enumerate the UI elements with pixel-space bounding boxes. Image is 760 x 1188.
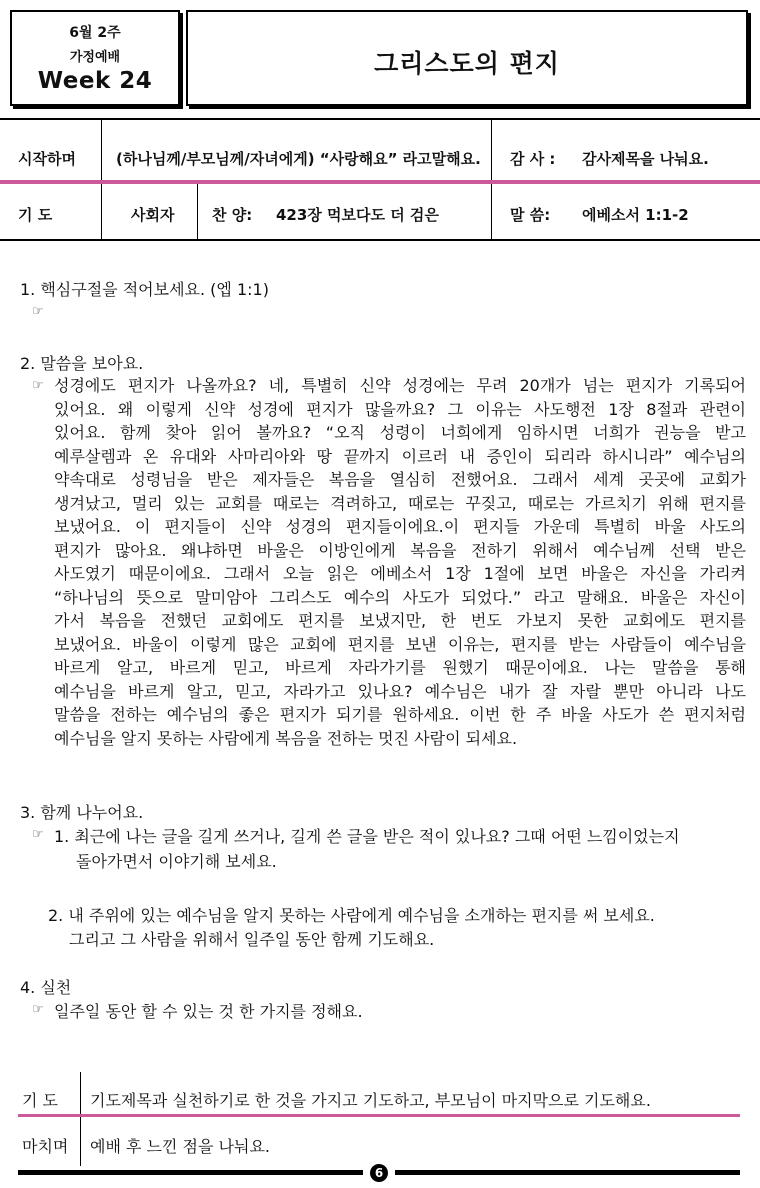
paragraph-line: 편지가 많아요. 왜냐하면 바울은 이방인에게 복음을 전하기 위해서 예수님께 선택 받은	[54, 540, 746, 560]
info-top-rule	[0, 118, 760, 120]
paragraph-line: 바르게 알고, 바르게 믿고, 바르게 자라가기를 원했기 때문이에요. 나는 말씀을 통해	[54, 658, 746, 677]
divider	[491, 184, 492, 239]
pointing-hand-icon: ☞	[32, 827, 44, 842]
divider	[80, 1072, 81, 1114]
paragraph-line: 예수님을 바르게 알고, 믿고, 자라가고 있나요? 예수님은 내가 잘 자랄 뿐만 아니라 나도	[54, 681, 746, 701]
paragraph-line: 말씀을 전하는 예수님의 좋은 편지가 되기를 원하세요. 이번 한 주 바울 사도가 쓴 편지처럼	[54, 705, 746, 724]
start-text: (하나님께/부모님께/자녀에게) “사랑해요” 라고말해요.	[116, 150, 481, 168]
paragraph-line: 있어요. 왜 이렇게 신약 성경에 편지가 많을까요? 그 이유는 사도행전 1장 8절과 관련이	[54, 399, 746, 419]
hymn-label: 찬 양:	[212, 206, 253, 224]
word-label: 말 씀:	[510, 206, 551, 224]
thanks-text: 감사제목을 나눠요.	[582, 150, 709, 168]
paragraph-line: 성경에도 편지가 나올까요? 네, 특별히 신약 성경에는 무려 20개가 넘는 편지가 기록되어	[54, 376, 746, 395]
paragraph-line: 사도였기 때문이에요. 그래서 오늘 읽은 에베소서 1장 1절에 보면 바울은 자신을 가리켜	[54, 564, 746, 583]
divider	[101, 184, 102, 239]
prayer-label: 기 도	[18, 206, 53, 224]
info-mid-rule	[0, 180, 760, 184]
week-number: Week 24	[37, 68, 153, 94]
paragraph-line: 약속대로 성령님을 받은 제자들은 복음을 열심히 전했어요. 그래서 세계 곳곳에 교회가	[54, 470, 746, 489]
divider	[101, 120, 102, 180]
question-2-cont: 그리고 그 사람을 위해서 일주일 동안 함께 기도해요.	[69, 930, 435, 949]
thanks-label: 감 사 :	[510, 150, 556, 168]
divider	[197, 184, 198, 239]
week-date: 6월 2주	[69, 25, 121, 41]
question-1: 1. 최근에 나는 글을 길게 쓰거나, 길게 쓴 글을 받은 적이 있나요? 그때 어떤 느낌이었는지	[54, 827, 680, 846]
question-1-cont: 돌아가면서 이야기해 보세요.	[76, 852, 277, 871]
footer-bar-left	[18, 1170, 363, 1175]
question-2: 2. 내 주위에 있는 예수님을 알지 못하는 사람에게 예수님을 소개하는 편지를 써 보세요.	[48, 906, 655, 925]
paragraph-line: 생겨났고, 멀리 있는 교회를 때로는 격려하고, 때로는 꾸짖고, 때로는 가르치기 위해 편지를	[54, 493, 746, 513]
bottom-prayer-text: 기도제목과 실천하기로 한 것을 가지고 기도하고, 부모님이 마지막으로 기도해요.	[90, 1091, 651, 1110]
section-2-body	[54, 374, 746, 750]
paragraph-line: 예수님을 알지 못하는 사람에게 복음을 전하는 멋진 사람이 되세요.	[54, 728, 518, 748]
pointing-hand-icon: ☞	[32, 1002, 44, 1017]
start-label: 시작하며	[18, 150, 76, 168]
practice-text: 일주일 동안 할 수 있는 것 한 가지를 정해요.	[54, 1002, 363, 1021]
footer-bar-right	[395, 1170, 740, 1175]
paragraph-line: 있어요. 함께 찾아 읽어 볼까요? “오직 성령이 너희에게 임하시면 너희가 권능을 받고	[54, 423, 746, 442]
paragraph-line: 보냈어요. 바울이 이렇게 많은 교회에 편지를 보낸 이유는, 편지를 받는 사람들이 예수님을	[54, 634, 746, 654]
divider	[491, 120, 492, 180]
info-bottom-rule	[0, 239, 760, 241]
page-title: 그리스도의 편지	[374, 49, 560, 78]
bottom-prayer-label: 기 도	[22, 1091, 58, 1110]
section-4-title: 4. 실천	[20, 978, 72, 997]
paragraph-line: 예루살렘과 온 유대와 사마리아와 땅 끝까지 이르러 내 증인이 되리라 하시니라” 예수님의	[54, 446, 746, 466]
title-box	[186, 10, 748, 106]
paragraph-line: “하나님의 뜻으로 말미암아 그리스도 예수의 사도가 되었다.” 라고 말해요. 바울은 자신이	[54, 587, 746, 607]
word-text: 에베소서 1:1-2	[582, 206, 689, 224]
section-3-title: 3. 함께 나누어요.	[20, 803, 144, 822]
page-number: 6	[370, 1164, 388, 1182]
week-box	[10, 10, 180, 106]
section-2-title: 2. 말씀을 보아요.	[20, 354, 144, 373]
paragraph-line: 보냈어요. 이 편지들이 신약 성경의 편지들이에요.이 편지들 가운데 특별히 바울 사도의	[54, 517, 746, 536]
section-1-title: 1. 핵심구절을 적어보세요. (엡 1:1)	[20, 280, 269, 299]
closing-label: 마치며	[22, 1137, 69, 1156]
pointing-hand-icon: ☞	[32, 378, 44, 393]
paragraph-line: 가서 복음을 전했던 교회에도 편지를 보냈지만, 한 번도 가보지 못한 교회에도 편지를	[54, 611, 746, 630]
bottom-mid-rule	[18, 1114, 740, 1117]
closing-text: 예배 후 느낀 점을 나눠요.	[90, 1137, 270, 1156]
divider	[80, 1117, 81, 1166]
pointing-hand-icon: ☞	[32, 304, 44, 319]
worship-category: 가정예배	[69, 50, 121, 65]
hymn-text: 423장 먹보다도 더 검은	[276, 206, 439, 224]
leader-label: 사회자	[131, 206, 175, 224]
